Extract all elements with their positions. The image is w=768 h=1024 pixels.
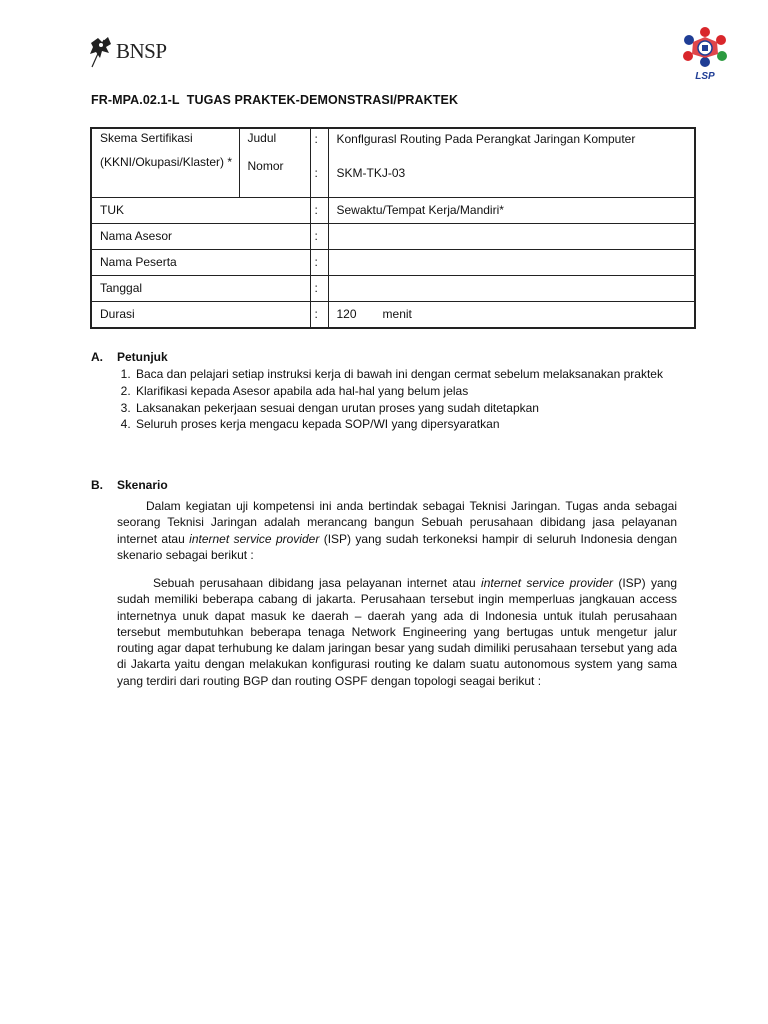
section-a-title: Petunjuk bbox=[117, 350, 168, 364]
schema-sub-labels bbox=[239, 128, 310, 198]
section-b-letter: B. bbox=[91, 478, 103, 492]
paragraph-italic-text: internet service provider bbox=[189, 531, 320, 546]
paragraph-text: Sebuah perusahaan dibidang jasa pelayanan internet atau bbox=[153, 576, 482, 590]
section-a-letter: A. bbox=[91, 350, 103, 364]
section-b-heading bbox=[91, 478, 168, 492]
colon: : bbox=[314, 132, 318, 146]
paragraph-italic-text: internet service provider bbox=[481, 576, 614, 590]
colon: : bbox=[310, 198, 328, 224]
asesor-value[interactable] bbox=[328, 224, 695, 250]
list-item: 1. Baca dan pelajari setiap instruksi kerja di bawah ini dengan cermat sebelum melaksanakan praktek bbox=[134, 366, 698, 383]
judul-value[interactable]: Konflgurasl Routing Pada Perangkat Jaringan Komputer bbox=[336, 132, 636, 146]
durasi-unit: menit bbox=[382, 307, 412, 321]
schema-values bbox=[328, 128, 695, 198]
colon: : bbox=[314, 166, 318, 180]
judul-label: Judul bbox=[247, 131, 277, 145]
durasi-value[interactable]: 120 bbox=[336, 307, 357, 321]
tuk-value[interactable]: Sewaktu/Tempat Kerja/Mandiri* bbox=[328, 198, 695, 224]
nomor-label: Nomor bbox=[247, 159, 284, 173]
list-item: 3. Laksanakan pekerjaan sesuai dengan urutan proses yang sudah ditetapkan bbox=[134, 400, 698, 417]
colon: : bbox=[310, 250, 328, 276]
section-b-title: Skenario bbox=[117, 478, 168, 492]
asesor-label: Nama Asesor bbox=[91, 224, 310, 250]
list-item: 2. Klarifikasi kepada Asesor apabila ada hal-hal yang belum jelas bbox=[134, 383, 698, 400]
paragraph-text: (ISP) yang sudah terkoneksi hampir di seluruh Indonesia dengan skenario sebagai berikut : bbox=[117, 531, 677, 562]
schema-colons bbox=[310, 128, 328, 198]
instructions-list bbox=[114, 366, 698, 433]
tuk-label: TUK bbox=[91, 198, 310, 224]
durasi-cell bbox=[328, 302, 695, 329]
nomor-value[interactable]: SKM-TKJ-03 bbox=[336, 166, 406, 180]
colon: : bbox=[310, 302, 328, 329]
colon: : bbox=[310, 276, 328, 302]
lsp-logo bbox=[674, 20, 736, 82]
lsp-logo-text: LSP bbox=[695, 71, 715, 82]
peserta-value[interactable] bbox=[328, 250, 695, 276]
form-code: FR-MPA.02.1-L bbox=[91, 93, 180, 107]
scenario-paragraph-1 bbox=[117, 498, 677, 563]
colon: : bbox=[310, 224, 328, 250]
schema-type-label: (KKNI/Okupasi/Klaster) * bbox=[100, 155, 233, 169]
durasi-label: Durasi bbox=[91, 302, 310, 329]
paragraph-text: (ISP) yang sudah memiliki beberapa cabang di jakarta. Perusahaan tersebut ingin memperluas jangkauan access internetnya unuk dapat masuk ke daerah – daerah yang ada di Indonesia untuk itulah perusahaan tersebut membutuhkan beberapa tenaga Network Engineering yang bertugas untuk mengetur jalur routing agar dapat terhubung ke dalam jaringan besar yang sudah dimiliki perusahaan tersebut yang ada di Jakarta yaitu dengan melakukan konfigurasi routing ke dalam suatu autonomous system yang sama yang terdiri dari routing BGP dan routing OSPF dengan topologi seagai berikut : bbox=[117, 576, 677, 688]
lsp-emblem-icon bbox=[674, 20, 736, 82]
form-title bbox=[91, 93, 458, 107]
tanggal-value[interactable] bbox=[328, 276, 695, 302]
schema-label-cell bbox=[91, 128, 239, 198]
list-item: 4. Seluruh proses kerja mengacu kepada SOP/WI yang dipersyaratkan bbox=[134, 416, 698, 433]
garuda-emblem-icon bbox=[88, 34, 114, 68]
schema-label: Skema Sertifikasi bbox=[100, 131, 193, 145]
paragraph-text: Dalam kegiatan uji kompetensi ini anda bertindak sebagai Teknisi Jaringan. Tugas anda sebagai seorang Teknisi Jaringan adalah merancang bangun Sebuah perusahaan dibidang jasa pelayanan internet atau bbox=[117, 499, 677, 546]
tanggal-label: Tanggal bbox=[91, 276, 310, 302]
bnsp-logo-text: BNSP bbox=[116, 38, 167, 63]
form-title-text: TUGAS PRAKTEK-DEMONSTRASI/PRAKTEK bbox=[186, 93, 459, 107]
scenario-paragraph-2 bbox=[117, 575, 677, 689]
info-table bbox=[90, 127, 696, 329]
peserta-label: Nama Peserta bbox=[91, 250, 310, 276]
section-a-heading bbox=[91, 350, 168, 364]
bnsp-logo bbox=[88, 34, 167, 68]
